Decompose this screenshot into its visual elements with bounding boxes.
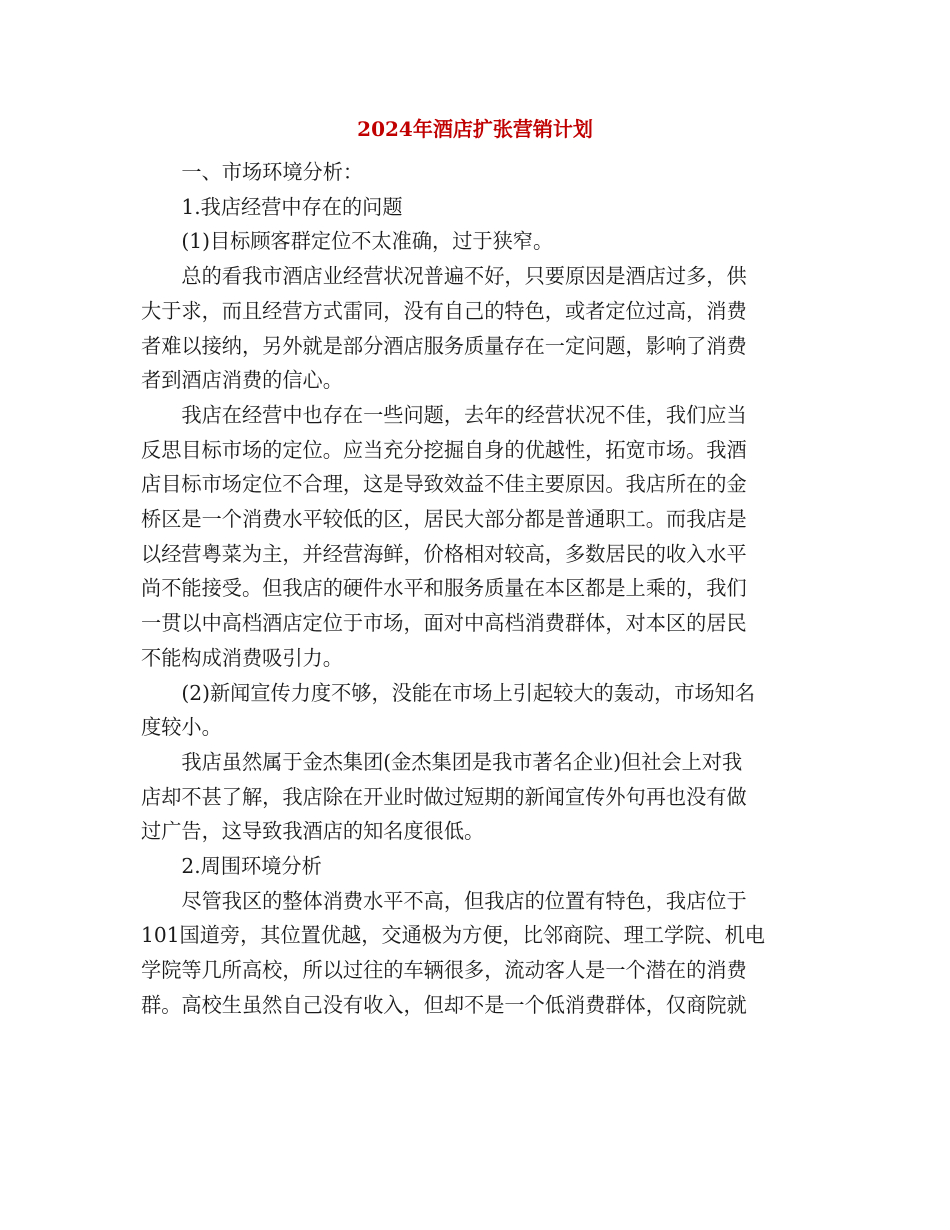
document-body bbox=[141, 155, 811, 1023]
document-title: 2024年酒店扩张营销计划 bbox=[357, 117, 593, 141]
subheading-surroundings: 2.周围环境分析 bbox=[181, 854, 322, 879]
section-heading-market-analysis: 一、市场环境分析： bbox=[181, 160, 364, 184]
paragraph-surroundings-detail: 尽管我区的整体消费水平不高，但我店的位置有特色，我店位于 101国道旁，其位置优越，交通极为方便，比邻商院、理工学院、机电 学院等几所高校，所以过往的车辆很多，流动客人是一个潜在的消费 群。高校生虽然自己没有收入，但却不是一个低消费群体，仅商院就 bbox=[141, 888, 765, 1017]
item-target-customer: (1)目标顾客群定位不太准确，过于狭窄。 bbox=[181, 229, 554, 254]
paragraph-publicity-detail: 我店虽然属于金杰集团(金杰集团是我市著名企业)但社会上对我 店却不甚了解，我店除在开业时做过短期的新闻宣传外句再也没有做 过广告，这导致我酒店的知名度很低。 bbox=[141, 749, 747, 844]
subheading-existing-problems: 1.我店经营中存在的问题 bbox=[181, 194, 403, 219]
paragraph-industry-overview: 总的看我市酒店业经营状况普遍不好，只要原因是酒店过多，供 大于求，而且经营方式雷同，没有自己的特色，或者定位过高，消费 者难以接纳，另外就是部分酒店服务质量存在一定问题，影响了消费 者到酒店消费的信心。 bbox=[141, 264, 747, 393]
item-publicity: (2)新闻宣传力度不够，没能在市场上引起较大的轰动，市场知名 度较小。 bbox=[141, 680, 756, 740]
paragraph-our-problems: 我店在经营中也存在一些问题，去年的经营状况不佳，我们应当 反思目标市场的定位。应当充分挖掘自身的优越性，拓宽市场。我酒 店目标市场定位不合理，这是导致效益不佳主要原因。我店所在的金 桥区是一个消费水平较低的区，居民大部分都是普通职工。而我店是 以经营粤菜为主，并经营海鲜，价格相对较高，多数居民的收入水平 尚不能接受。但我店的硬件水平和服务质量在本区都是上乘的，我们 一贯以中高档酒店定位于市场，面对中高档消费群体，对本区的居民 不能构成消费吸引力。 bbox=[141, 402, 747, 670]
